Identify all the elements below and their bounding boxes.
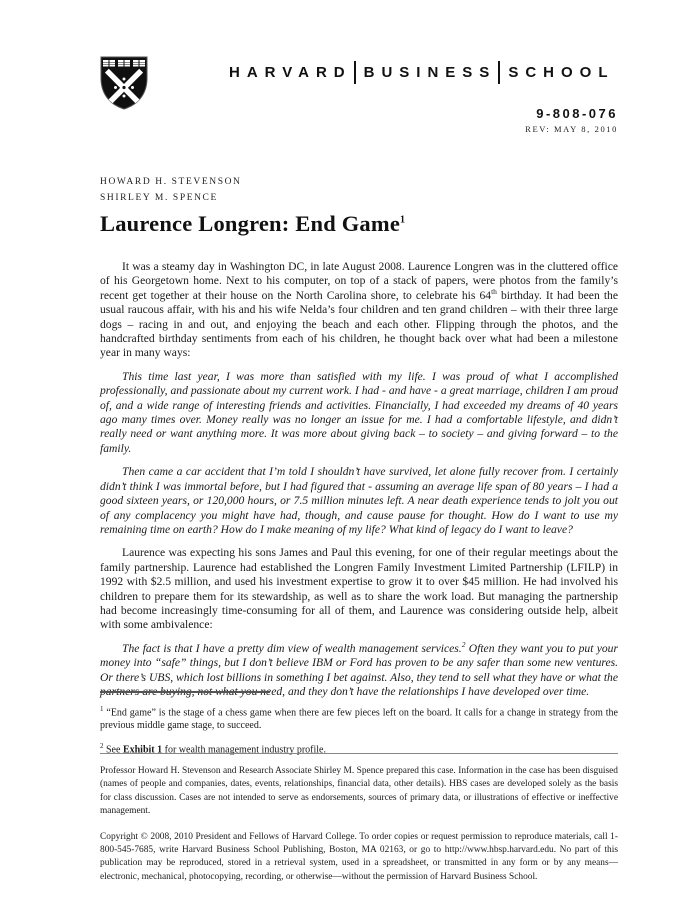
block-quote: Then came a car accident that I’m told I shouldn’t have survived, let alone fully recover from. I certainly didn’t think I was immortal before, but I had figured that - assuming an average life span of 80 years – I had a good sixteen years, or 120,000 hours, or 7.5 million minutes left. A near death experience tends to jolt you out of any complacency you might have had, though, and cause pause for thought. How do I want to use my remaining time on earth? How do I make meaning of my life? What kind of legacy do I want to leave? <box>100 465 618 536</box>
case-title-text: Laurence Longren: End Game <box>100 211 401 236</box>
paragraph-text: The fact is that I have a pretty dim view of wealth management services. <box>122 641 462 655</box>
case-number: 9-808-076 <box>536 106 618 121</box>
author-list <box>100 177 242 209</box>
footnote-text: See <box>103 744 123 756</box>
footnote-1 <box>100 703 618 732</box>
hbs-shield-icon <box>99 55 149 111</box>
body-paragraph: Laurence was expecting his sons James and Paul this evening, for one of their regular meetings about the family partnership. Laurence had established the Longren Family Investment Limited Partnership (LFILP) in 1992 with $2.5 million, and used his investment expertise to grow it to over $45 million. He had involved his children to prepare them for its stewardship, as well as to share the work load. But managing the partnership had become increasingly time-consuming for all of them, and Laurence was considering outside help, albeit with some ambivalence: <box>100 546 618 632</box>
body-text <box>100 260 618 708</box>
paragraph-text: Often they want you to put your money into “safe” things, but I don’t believe IBM or Ford has proven to be any safer than some new ventures. Or there’s UBS, which lost billions in something I bet against. Also, they tend to sell what they have or what the partners are buying, not what you need, and they don’t have the relationships I have developed over time. <box>100 641 618 698</box>
wordmark-harvard: HARVARD <box>229 63 352 81</box>
legal-footer <box>100 753 618 884</box>
copyright-notice: Copyright © 2008, 2010 President and Fellows of Harvard College. To order copies or request permission to reproduce materials, call 1-800-545-7685, write Harvard Business School Publishing, Boston, MA 02163, or go to http://www.hbsp.harvard.edu. No part of this publication may be reproduced, stored in a retrieval system, used in a spreadsheet, or transmitted in any form or by any means—electronic, mechanical, photocopying, recording, or otherwise—without the permission of Harvard Business School. <box>100 831 618 882</box>
paragraph-text: birthday. It had been the usual raucous affair, with his and his wife Nelda’s four children and ten grand children – with their three large dogs – racing in and out, and enjoying the beach and each other. Flipping through the photos, and the handcrafted birthday sentiments from each of his children, he thought back over what had been a milestone year in many ways: <box>100 288 618 360</box>
document-number-block <box>525 106 618 134</box>
block-quote: This time last year, I was more than satisfied with my life. I was proud of what I accomplished professionally, and passionate about my current work. I had - and have - a great marriage, children I am proud of, and a wide range of interesting friends and activities. Financially, I had exceeded my dreams of 40 years ago many times over. Money really was no longer an issue for me. I had a comfortable lifestyle, and didn’t really need or want anything more. It was more about giving back – to society – and giving forward – to the family. <box>100 369 618 455</box>
body-paragraph <box>100 260 618 361</box>
ordinal-superscript: th <box>491 286 497 296</box>
footnote-separator <box>100 691 270 693</box>
footnote-marker: 1 <box>100 705 104 713</box>
footnote-text: “End game” is the stage of a chess game when there are few pieces left on the board. It calls for a change in strategy from the previous middle game stage, to succeed. <box>100 707 618 732</box>
footnote-ref: 2 <box>461 639 466 649</box>
wordmark-divider <box>498 61 500 84</box>
school-wordmark <box>229 60 614 84</box>
author-name: SHIRLEY M. SPENCE <box>100 193 218 203</box>
wordmark-divider <box>354 61 356 84</box>
revision-date: REV: MAY 8, 2010 <box>525 124 618 134</box>
exhibit-reference: Exhibit 1 <box>122 744 163 756</box>
wordmark-business: BUSINESS <box>363 63 497 81</box>
paragraph-text: It was a steamy day in Washington DC, in late August 2008. Laurence Longren was in the cluttered office of his Georgetown home. Next to his computer, on top of a stack of papers, were photos from the family’s recent get together at their house on the North Carolina shore, to celebrate his 64 <box>100 260 618 302</box>
footnote-text: for wealth management industry profile. <box>162 744 326 756</box>
footnote-marker: 2 <box>100 742 104 751</box>
case-title <box>100 211 405 237</box>
author-name: HOWARD H. STEVENSON <box>100 177 242 187</box>
wordmark-school: SCHOOL <box>508 63 615 81</box>
title-footnote-ref: 1 <box>400 214 406 226</box>
case-attribution: Professor Howard H. Stevenson and Research Associate Shirley M. Spence prepared this case. Information in the case has been disguised (names of people and companies, dates, events, relationships, financial data, other details). HBS cases are developed solely as the basis for class discussion. Cases are not intended to serve as endorsements, sources of primary data, or illustrations of effective or ineffective management. <box>100 766 618 817</box>
